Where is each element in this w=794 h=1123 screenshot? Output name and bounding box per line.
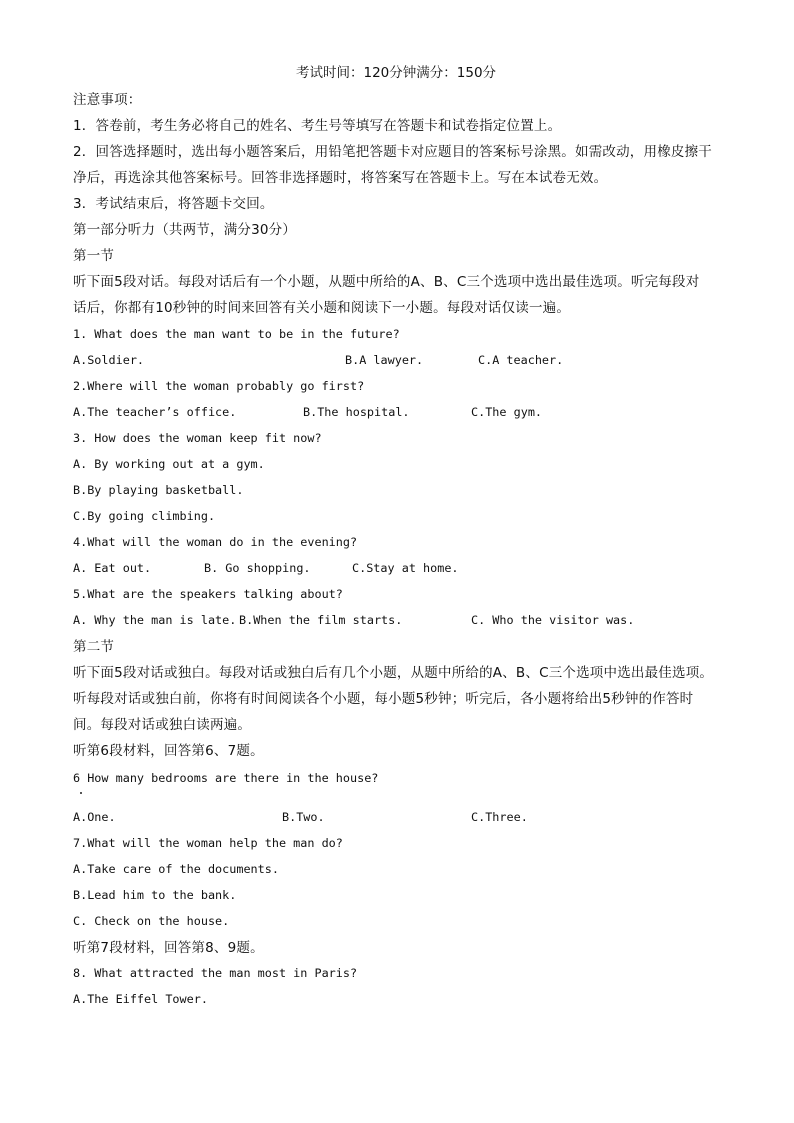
question-3-option-b: B.By playing basketball. bbox=[73, 483, 244, 497]
question-2-option-b: B.The hospital. bbox=[303, 405, 410, 419]
section1-instruction-1: 听下面5段对话。每段对话后有一个小题，从题中所给的A、B、C三个选项中选出最佳选项。听完每段对 bbox=[73, 274, 700, 290]
notice-item-1: 1．答卷前，考生务必将自己的姓名、考生号等填写在答题卡和试卷指定位置上。 bbox=[73, 118, 562, 134]
question-2-stem: 2.Where will the woman probably go first? bbox=[73, 379, 365, 393]
material-7-heading: 听第7段材料，回答第8、9题。 bbox=[73, 940, 264, 956]
question-5-stem: 5.What are the speakers talking about? bbox=[73, 587, 343, 601]
question-2-option-c: C.The gym. bbox=[471, 405, 543, 419]
part1-heading: 第一部分听力（共两节，满分30分） bbox=[73, 222, 297, 238]
question-3-option-c: C.By going climbing. bbox=[73, 509, 216, 523]
section2-instruction-1: 听下面5段对话或独白。每段对话或独白后有几个小题，从题中所给的A、B、C三个选项中选出最佳选项。 bbox=[73, 665, 714, 681]
notice-heading: 注意事项： bbox=[73, 92, 142, 108]
question-7-option-a: A.Take care of the documents. bbox=[73, 862, 279, 876]
question-4-option-b: B. Go shopping. bbox=[204, 561, 311, 575]
question-1-option-c: C.A teacher. bbox=[478, 353, 564, 367]
section2-instruction-3: 间。每段对话或独白读两遍。 bbox=[73, 717, 252, 733]
question-6-option-a: A.One. bbox=[73, 810, 116, 824]
question-6-option-b: B.Two. bbox=[282, 810, 325, 824]
question-8-option-a: A.The Eiffel Tower. bbox=[73, 992, 208, 1006]
question-3-option-a: A. By working out at a gym. bbox=[73, 457, 265, 471]
question-4-stem: 4.What will the woman do in the evening? bbox=[73, 535, 358, 549]
material-6-heading: 听第6段材料，回答第6、7题。 bbox=[73, 743, 264, 759]
question-7-stem: 7.What will the woman help the man do? bbox=[73, 836, 343, 850]
exam-time-title: 考试时间：120分钟满分：150分 bbox=[296, 65, 497, 81]
question-5-option-b: B.When the film starts. bbox=[239, 613, 403, 627]
question-1-option-a: A.Soldier. bbox=[73, 353, 145, 367]
question-4-option-c: C.Stay at home. bbox=[352, 561, 459, 575]
notice-item-2-cont: 净后，再选涂其他答案标号。回答非选择题时，将答案写在答题卡上。写在本试卷无效。 bbox=[73, 170, 608, 186]
question-2-option-a: A.The teacher’s office. bbox=[73, 405, 237, 419]
question-5-option-c: C. Who the visitor was. bbox=[471, 613, 635, 627]
question-6-stem: 6 How many bedrooms are there in the house? bbox=[73, 771, 379, 785]
notice-item-3: 3．考试结束后，将答题卡交回。 bbox=[73, 196, 274, 212]
question-5-option-a: A. Why the man is late. bbox=[73, 613, 237, 627]
question-7-option-c: C. Check on the house. bbox=[73, 914, 230, 928]
question-8-stem: 8. What attracted the man most in Paris? bbox=[73, 966, 358, 980]
question-1-option-b: B.A lawyer. bbox=[345, 353, 424, 367]
notice-item-2: 2．回答选择题时，选出每小题答案后，用铅笔把答题卡对应题目的答案标号涂黑。如需改动，用橡皮擦干 bbox=[73, 144, 712, 160]
section1-heading: 第一节 bbox=[73, 248, 115, 264]
section2-heading: 第二节 bbox=[73, 639, 115, 655]
section1-instruction-2: 话后，你都有10秒钟的时间来回答有关小题和阅读下一小题。每段对话仅读一遍。 bbox=[73, 300, 571, 316]
question-1-stem: 1. What does the man want to be in the future? bbox=[73, 327, 400, 341]
section2-instruction-2: 听每段对话或独白前，你将有时间阅读各个小题，每小题5秒钟；听完后，各小题将给出5秒钟的作答时 bbox=[73, 691, 694, 707]
question-4-option-a: A. Eat out. bbox=[73, 561, 152, 575]
question-3-stem: 3. How does the woman keep fit now? bbox=[73, 431, 322, 445]
question-6-option-c: C.Three. bbox=[471, 810, 528, 824]
question-7-option-b: B.Lead him to the bank. bbox=[73, 888, 237, 902]
scan-speck bbox=[80, 792, 82, 794]
